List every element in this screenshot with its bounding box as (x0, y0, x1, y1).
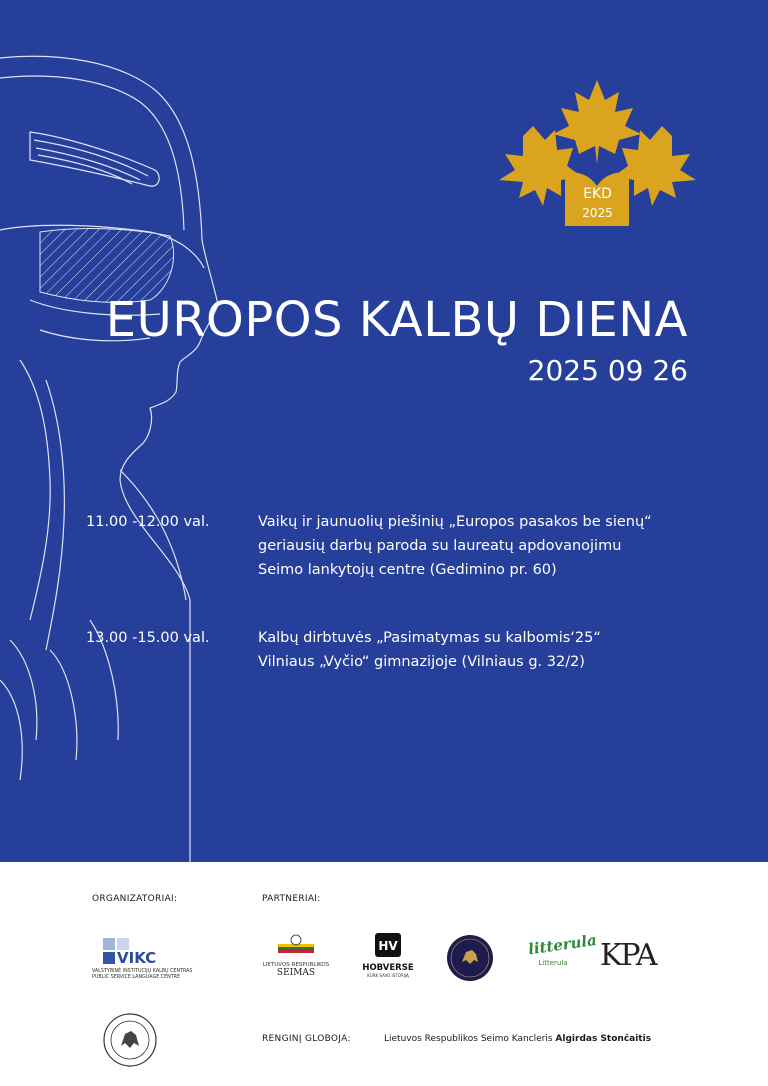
event-description-line: Vilniaus „Vyčio“ gimnazijoje (Vilniaus g. 32/2) (258, 654, 585, 670)
hobverse-name: HOBVERSE (362, 963, 414, 973)
chancellery-seal-icon (102, 1012, 158, 1068)
vikc-subtitle: VALSTYBINĖ INSTITUCIJŲ KALBŲ CENTRAS (92, 969, 193, 974)
kpa-logo: KPA (600, 938, 656, 973)
event-description-line: geriausių darbų paroda su laureatų apdovanojimu (258, 538, 622, 554)
vikc-logo (92, 936, 192, 984)
hobverse-mark-icon (375, 933, 401, 957)
seimas-subtitle: LIETUVOS RESPUBLIKOS (262, 962, 330, 968)
logo-year: 2025 (582, 206, 613, 220)
event-description-line: Kalbų dirbtuvės „Pasimatymas su kalbomis‘25“ (258, 630, 601, 646)
patron-label: RENGINĮ GLOBOJA: (262, 1034, 351, 1044)
event-description (258, 510, 688, 582)
event-time: 11.00 -12.00 val. (86, 514, 210, 530)
litterula-script: litterula (526, 930, 598, 959)
partners-label: PARTNERIAI: (262, 894, 321, 904)
event-date: 2025 09 26 (527, 354, 688, 387)
patron-title: Lietuvos Respublikos Seimo Kancleris (384, 1034, 553, 1044)
ekd-logo (495, 78, 700, 230)
organizers-label: ORGANIZATORIAI: (92, 894, 178, 904)
patron-text (384, 1034, 651, 1044)
vikc-name: VIKC (117, 949, 157, 967)
vikc-subtitle: PUBLIC SERVICE LANGUAGE CENTRE (92, 975, 181, 980)
event-time: 13.00 -15.00 val. (86, 630, 210, 646)
head-anatomy-illustration (0, 0, 330, 862)
seimas-emblem-icon (276, 934, 316, 956)
seimas-logo (258, 934, 334, 984)
litterula-logo (526, 930, 598, 983)
logo-code: EKD (583, 186, 612, 202)
vikc-square-icon (103, 952, 115, 964)
event-description-line: Seimo lankytojų centre (Gedimino pr. 60) (258, 562, 557, 578)
patron-name: Algirdas Stončaitis (555, 1034, 652, 1044)
hobverse-logo (358, 933, 418, 983)
hobverse-subtitle: KURK SAVO ISTORIJĄ (367, 973, 409, 978)
event-description-line: Vaikų ir jaunuolių piešinių „Europos pasakos be sienų“ (258, 514, 652, 530)
seimas-name: SEIMAS (276, 968, 316, 978)
vycio-gymnasium-logo-icon (446, 934, 494, 982)
svg-text:HV: HV (378, 939, 398, 953)
vikc-square-icon (103, 938, 115, 950)
litterula-name: Litterula (538, 959, 568, 967)
page-title: EUROPOS KALBŲ DIENA (105, 292, 688, 348)
event-description (258, 626, 688, 674)
